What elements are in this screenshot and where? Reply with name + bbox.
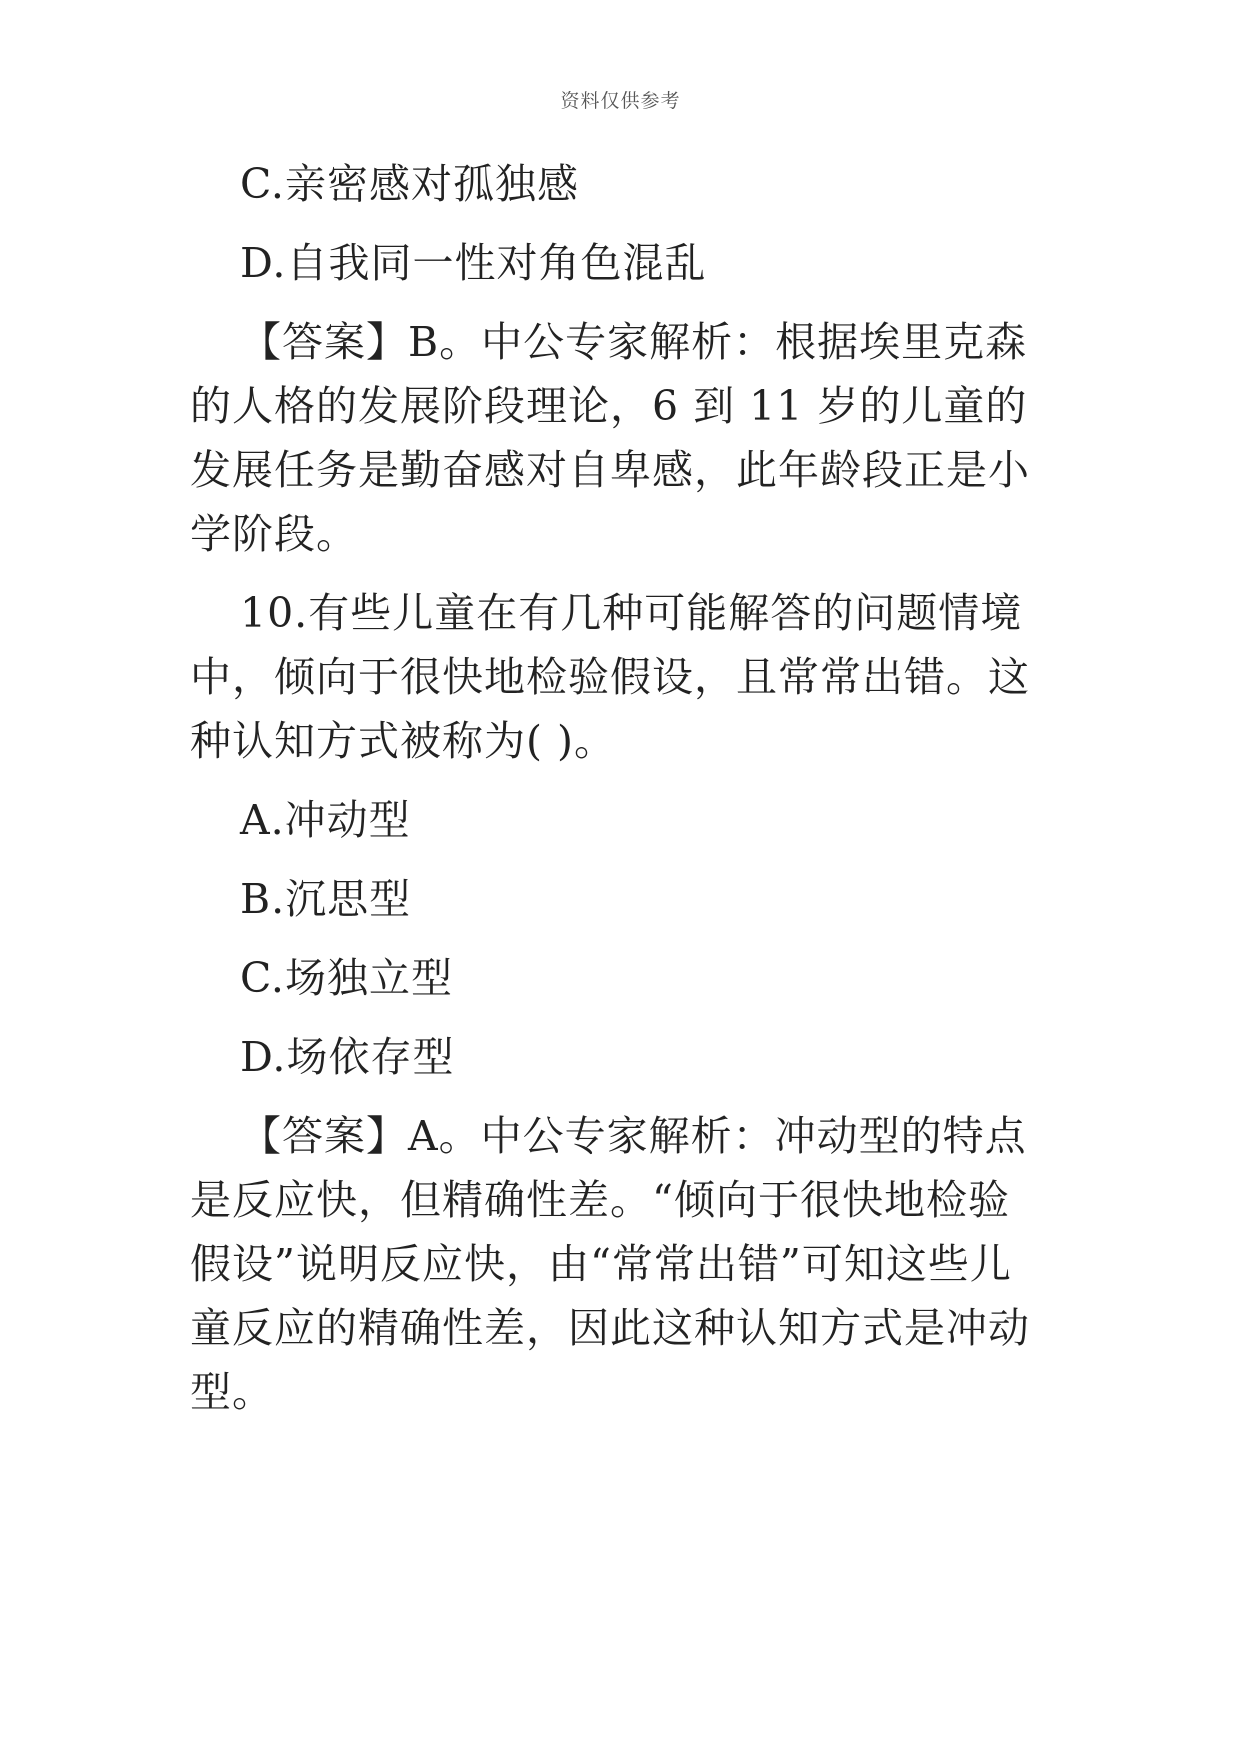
q10-option-d: D.场依存型 bbox=[240, 1033, 455, 1081]
q10-option-b: B.沉思型 bbox=[240, 875, 412, 923]
q10-option-a: A.冲动型 bbox=[240, 796, 411, 844]
document-body bbox=[190, 152, 1040, 1439]
q9-answer: 【答案】B。中公专家解析：根据埃里克森的人格的发展阶段理论，6 到 11 岁的儿童的发展任务是勤奋感对自卑感，此年龄段正是小学阶段。 bbox=[190, 318, 1030, 558]
page-header: 资料仅供参考 bbox=[560, 90, 681, 112]
q10-question: 10.有些儿童在有几种可能解答的问题情境中，倾向于很快地检验假设，且常常出错。这种认知方式被称为( )。 bbox=[190, 589, 1030, 765]
q10-answer: 【答案】A。中公专家解析：冲动型的特点是反应快，但精确性差。“倾向于很快地检验假设”说明反应快，由“常常出错”可知这些儿童反应的精确性差，因此这种认知方式是冲动型。 bbox=[190, 1112, 1030, 1416]
q10-option-c: C.场独立型 bbox=[240, 954, 453, 1002]
q9-option-c: C.亲密感对孤独感 bbox=[240, 160, 579, 208]
q9-option-d: D.自我同一性对角色混乱 bbox=[240, 239, 707, 287]
